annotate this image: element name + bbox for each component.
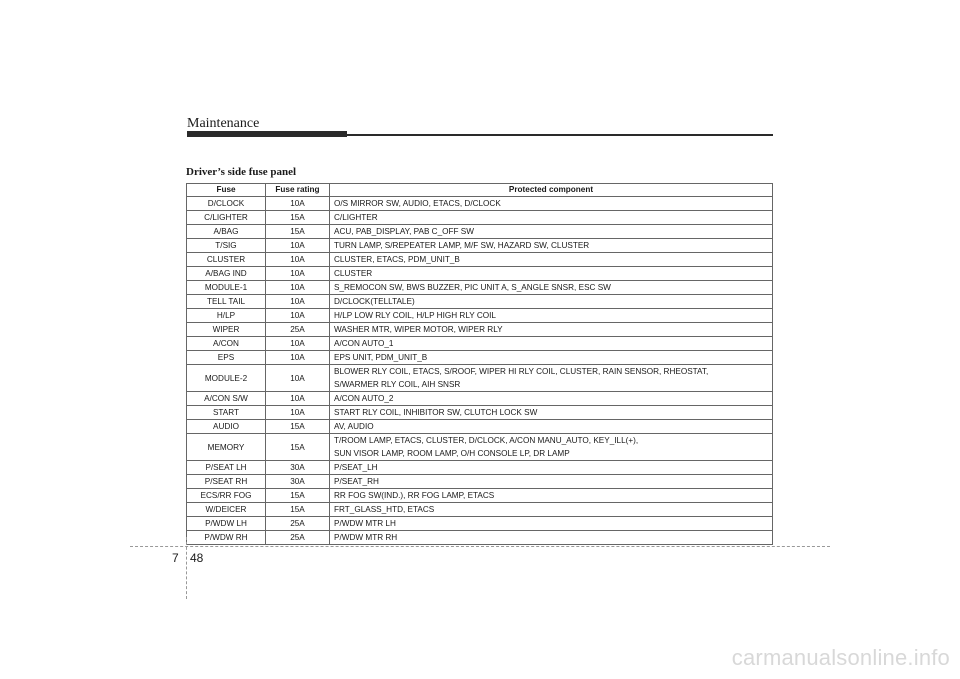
protected-component-text: P/WDW MTR RH	[334, 533, 398, 543]
fuse-rating-cell: 15A	[266, 434, 330, 461]
fuse-rating-cell: 10A	[266, 392, 330, 406]
protected-component-cell	[330, 434, 773, 461]
fuse-rating-cell: 10A	[266, 239, 330, 253]
footer-dashed-rule	[130, 546, 830, 547]
protected-component-text: A/CON AUTO_2	[334, 394, 394, 404]
fuse-name-cell: P/SEAT LH	[187, 461, 266, 475]
protected-component-text: P/WDW MTR LH	[334, 519, 396, 529]
table-row	[187, 309, 773, 323]
watermark-text: carmanualsonline.info	[731, 645, 950, 670]
protected-component-cell	[330, 309, 773, 323]
fuse-name-cell: P/SEAT RH	[187, 475, 266, 489]
table-row	[187, 489, 773, 503]
protected-component-cell	[330, 365, 773, 392]
protected-component-text: T/ROOM LAMP, ETACS, CLUSTER, D/CLOCK, A/CON MANU_AUTO, KEY_ILL(+),	[334, 436, 639, 446]
table-row	[187, 434, 773, 461]
protected-component-cell	[330, 323, 773, 337]
table-row	[187, 281, 773, 295]
table-row	[187, 351, 773, 365]
fuse-rating-cell: 10A	[266, 309, 330, 323]
protected-component-cell	[330, 503, 773, 517]
fuse-name-cell: MODULE-1	[187, 281, 266, 295]
fuse-name-cell: A/CON	[187, 337, 266, 351]
table-row	[187, 239, 773, 253]
protected-component-text: START RLY COIL, INHIBITOR SW, CLUTCH LOCK SW	[334, 408, 538, 418]
fuse-rating-cell: 15A	[266, 420, 330, 434]
protected-component-cell	[330, 489, 773, 503]
fuse-name-cell: TELL TAIL	[187, 295, 266, 309]
fuse-name-cell: ECS/RR FOG	[187, 489, 266, 503]
table-row	[187, 392, 773, 406]
table-header-row	[187, 184, 773, 197]
fuse-name-cell: EPS	[187, 351, 266, 365]
fuse-rating-cell: 10A	[266, 406, 330, 420]
protected-component-cell	[330, 281, 773, 295]
protected-component-text: P/SEAT_LH	[334, 463, 378, 473]
page-header-title: Maintenance	[187, 116, 260, 131]
fuse-name-cell: MODULE-2	[187, 365, 266, 392]
fuse-name-cell: MEMORY	[187, 434, 266, 461]
fuse-name-cell: W/DEICER	[187, 503, 266, 517]
table-row	[187, 253, 773, 267]
protected-component-text: CLUSTER, ETACS, PDM_UNIT_B	[334, 255, 460, 265]
fuse-table-body	[187, 197, 773, 545]
table-row	[187, 197, 773, 211]
fuse-name-cell: START	[187, 406, 266, 420]
table-row	[187, 365, 773, 392]
footer-dashed-divider	[186, 537, 187, 599]
chapter-number: 7	[172, 551, 179, 565]
protected-component-cell	[330, 337, 773, 351]
fuse-rating-cell: 10A	[266, 337, 330, 351]
fuse-rating-cell: 10A	[266, 365, 330, 392]
fuse-name-cell: WIPER	[187, 323, 266, 337]
protected-component-cell	[330, 239, 773, 253]
header-rule-thick	[187, 131, 347, 137]
fuse-rating-cell: 30A	[266, 475, 330, 489]
protected-component-text: FRT_GLASS_HTD, ETACS	[334, 505, 435, 515]
protected-component-text: P/SEAT_RH	[334, 477, 379, 487]
fuse-name-cell: CLUSTER	[187, 253, 266, 267]
fuse-rating-cell: 10A	[266, 267, 330, 281]
protected-component-text: SUN VISOR LAMP, ROOM LAMP, O/H CONSOLE LP, DR LAMP	[334, 449, 570, 459]
table-row	[187, 267, 773, 281]
protected-component-text: CLUSTER	[334, 269, 373, 279]
table-row	[187, 323, 773, 337]
fuse-name-cell: P/WDW RH	[187, 531, 266, 545]
fuse-name-cell: P/WDW LH	[187, 517, 266, 531]
fuse-rating-cell: 10A	[266, 351, 330, 365]
protected-component-cell	[330, 225, 773, 239]
protected-component-text: BLOWER RLY COIL, ETACS, S/ROOF, WIPER HI RLY COIL, CLUSTER, RAIN SENSOR, RHEOSTAT,	[334, 367, 709, 377]
protected-component-cell	[330, 406, 773, 420]
fuse-name-cell: A/BAG	[187, 225, 266, 239]
protected-component-cell	[330, 517, 773, 531]
fuse-rating-cell: 10A	[266, 197, 330, 211]
fuse-rating-cell: 25A	[266, 517, 330, 531]
fuse-rating-cell: 15A	[266, 211, 330, 225]
protected-component-text: RR FOG SW(IND.), RR FOG LAMP, ETACS	[334, 491, 495, 501]
fuse-name-cell: T/SIG	[187, 239, 266, 253]
fuse-rating-cell: 25A	[266, 531, 330, 545]
protected-component-cell	[330, 392, 773, 406]
fuse-rating-cell: 25A	[266, 323, 330, 337]
fuse-rating-cell: 15A	[266, 225, 330, 239]
protected-component-cell	[330, 295, 773, 309]
protected-component-text: O/S MIRROR SW, AUDIO, ETACS, D/CLOCK	[334, 199, 501, 209]
protected-component-cell	[330, 475, 773, 489]
table-row	[187, 225, 773, 239]
fuse-rating-cell: 30A	[266, 461, 330, 475]
header-rule-thin	[347, 134, 773, 136]
table-row	[187, 475, 773, 489]
table-row	[187, 295, 773, 309]
table-row	[187, 211, 773, 225]
table-row	[187, 517, 773, 531]
protected-component-text: ACU, PAB_DISPLAY, PAB C_OFF SW	[334, 227, 474, 237]
protected-component-text: C/LIGHTER	[334, 213, 378, 223]
protected-component-cell	[330, 531, 773, 545]
fuse-rating-cell: 10A	[266, 281, 330, 295]
fuse-rating-cell: 10A	[266, 253, 330, 267]
protected-component-cell	[330, 420, 773, 434]
protected-component-cell	[330, 267, 773, 281]
fuse-name-cell: A/CON S/W	[187, 392, 266, 406]
fuse-rating-cell: 15A	[266, 489, 330, 503]
fuse-table	[186, 183, 773, 545]
column-header-fuse: Fuse	[187, 184, 266, 197]
protected-component-text: D/CLOCK(TELLTALE)	[334, 297, 415, 307]
protected-component-text: S_REMOCON SW, BWS BUZZER, PIC UNIT A, S_ANGLE SNSR, ESC SW	[334, 283, 611, 293]
protected-component-text: S/WARMER RLY COIL, AIH SNSR	[334, 380, 461, 390]
protected-component-cell	[330, 351, 773, 365]
protected-component-text: AV, AUDIO	[334, 422, 374, 432]
table-row	[187, 503, 773, 517]
fuse-name-cell: AUDIO	[187, 420, 266, 434]
protected-component-cell	[330, 211, 773, 225]
fuse-name-cell: C/LIGHTER	[187, 211, 266, 225]
column-header-component: Protected component	[330, 184, 773, 197]
page-number: 48	[190, 551, 204, 565]
table-row	[187, 420, 773, 434]
protected-component-text: EPS UNIT, PDM_UNIT_B	[334, 353, 428, 363]
table-row	[187, 531, 773, 545]
protected-component-text: WASHER MTR, WIPER MOTOR, WIPER RLY	[334, 325, 503, 335]
protected-component-cell	[330, 253, 773, 267]
fuse-name-cell: A/BAG IND	[187, 267, 266, 281]
fuse-name-cell: H/LP	[187, 309, 266, 323]
column-header-rating: Fuse rating	[266, 184, 330, 197]
table-row	[187, 406, 773, 420]
protected-component-text: H/LP LOW RLY COIL, H/LP HIGH RLY COIL	[334, 311, 496, 321]
table-row	[187, 337, 773, 351]
fuse-rating-cell: 10A	[266, 295, 330, 309]
table-row	[187, 461, 773, 475]
protected-component-text: A/CON AUTO_1	[334, 339, 394, 349]
protected-component-cell	[330, 461, 773, 475]
protected-component-cell	[330, 197, 773, 211]
fuse-rating-cell: 15A	[266, 503, 330, 517]
protected-component-text: TURN LAMP, S/REPEATER LAMP, M/F SW, HAZARD SW, CLUSTER	[334, 241, 590, 251]
section-title: Driver’s side fuse panel	[186, 166, 297, 178]
fuse-name-cell: D/CLOCK	[187, 197, 266, 211]
